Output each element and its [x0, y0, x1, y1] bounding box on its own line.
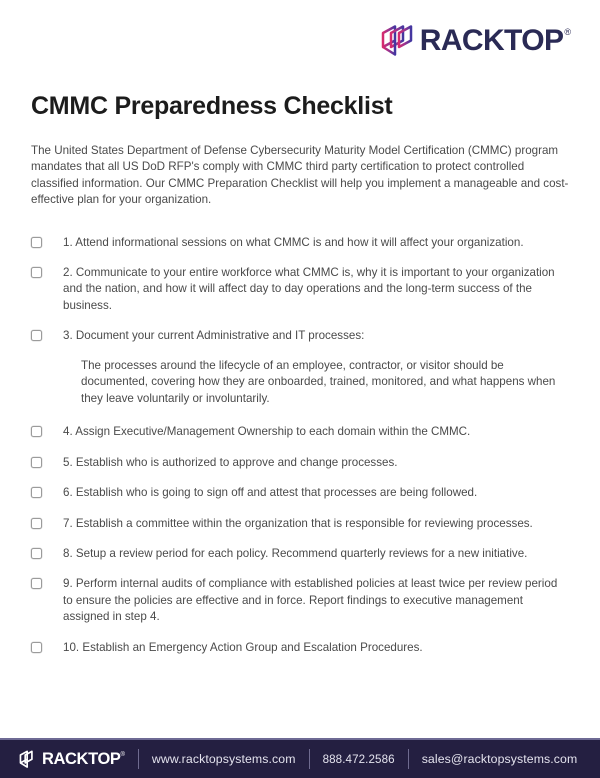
- checkbox-icon[interactable]: [31, 237, 42, 248]
- footer-divider: [138, 749, 139, 769]
- checklist-item-body: [63, 485, 569, 501]
- checkbox-icon[interactable]: [31, 642, 42, 653]
- footer-racktop-logo[interactable]: [0, 750, 125, 769]
- checklist-item-text: 3. Document your current Administrative and IT processes:: [63, 329, 365, 343]
- document-body: [0, 92, 600, 656]
- checklist-item-body: [63, 328, 569, 407]
- checklist-item-text: 9. Perform internal audits of compliance with established policies at least twice per review period to ensure the policies are effective and in force. Report findings to executive management assigned in step 4.: [63, 577, 558, 624]
- page-footer: [0, 738, 600, 778]
- checklist-item-6[interactable]: [31, 485, 569, 501]
- checklist: [31, 235, 569, 657]
- checklist-item-4[interactable]: [31, 424, 569, 440]
- checkbox-icon[interactable]: [31, 578, 42, 589]
- page-title: CMMC Preparedness Checklist: [31, 92, 393, 120]
- checklist-item-text: 4. Assign Executive/Management Ownership to each domain within the CMMC.: [63, 425, 471, 439]
- checklist-item-3[interactable]: [31, 328, 569, 407]
- checklist-item-10[interactable]: [31, 640, 569, 656]
- checkbox-icon[interactable]: [31, 426, 42, 437]
- racktop-logo[interactable]: [381, 24, 571, 58]
- racktop-cube-logo-icon: [381, 24, 413, 58]
- racktop-cube-logo-icon: [19, 750, 37, 769]
- checklist-item-body: [63, 546, 569, 562]
- checklist-item-text: 7. Establish a committee within the organization that is responsible for reviewing processes.: [63, 516, 533, 530]
- checklist-item-note: The processes around the lifecycle of an employee, contractor, or visitor should be documented, covering how they are onboarded, trained, monitored, and what happens when they leave voluntarily or involuntarily.: [81, 358, 556, 405]
- checkbox-icon[interactable]: [31, 330, 42, 341]
- checklist-item-text: 1. Attend informational sessions on what CMMC is and how it will affect your organization.: [63, 235, 524, 249]
- checklist-item-5[interactable]: [31, 455, 569, 471]
- checklist-item-body: [63, 640, 569, 656]
- checkbox-icon[interactable]: [31, 548, 42, 559]
- footer-email-link[interactable]: sales@racktopsystems.com: [421, 752, 578, 766]
- footer-wordmark-text: RACKTOP: [42, 749, 121, 768]
- racktop-trademark-symbol: ®: [564, 27, 571, 37]
- checklist-item-text: 6. Establish who is going to sign off and attest that processes are being followed.: [63, 486, 478, 500]
- checklist-item-7[interactable]: [31, 516, 569, 532]
- footer-trademark-symbol: ®: [120, 751, 125, 758]
- checklist-item-body: [63, 235, 569, 251]
- footer-racktop-wordmark: [42, 751, 125, 768]
- checklist-item-body: [63, 265, 569, 314]
- checklist-item-body: [63, 424, 569, 440]
- page-header: [0, 0, 600, 92]
- footer-divider: [309, 749, 310, 769]
- checklist-item-2[interactable]: [31, 265, 569, 314]
- checklist-item-body: [63, 576, 569, 625]
- checklist-item-text: 10. Establish an Emergency Action Group and Escalation Procedures.: [63, 640, 423, 654]
- racktop-wordmark-text: RACKTOP: [419, 24, 564, 57]
- checklist-item-1[interactable]: [31, 235, 569, 251]
- intro-paragraph: The United States Department of Defense Cybersecurity Maturity Model Certification (CMMC) program mandates that all US DoD RFP's comply with CMMC third party certification to protect controlled classified information. Our CMMC Preparation Checklist will help you implement a manageable and cost-effective plan for your organization.: [31, 143, 569, 207]
- checklist-item-body: [63, 455, 569, 471]
- footer-divider: [408, 749, 409, 769]
- checklist-item-text: 2. Communicate to your entire workforce what CMMC is, why it is important to your organization and the nation, and how it will affect day to day operations and the long-term success of the business.: [63, 266, 555, 312]
- checklist-item-text: 8. Setup a review period for each policy. Recommend quarterly reviews for a new initiative.: [63, 547, 528, 560]
- footer-website-link[interactable]: www.racktopsystems.com: [151, 752, 296, 766]
- checklist-item-body: [63, 516, 569, 532]
- checkbox-icon[interactable]: [31, 518, 42, 529]
- checkbox-icon[interactable]: [31, 487, 42, 498]
- checkbox-icon[interactable]: [31, 267, 42, 278]
- checklist-item-9[interactable]: [31, 576, 569, 625]
- checklist-item-text: 5. Establish who is authorized to approve and change processes.: [63, 455, 398, 469]
- footer-phone-number[interactable]: 888.472.2586: [322, 752, 395, 766]
- racktop-wordmark: [420, 26, 571, 56]
- checkbox-icon[interactable]: [31, 457, 42, 468]
- checklist-item-8[interactable]: [31, 546, 569, 562]
